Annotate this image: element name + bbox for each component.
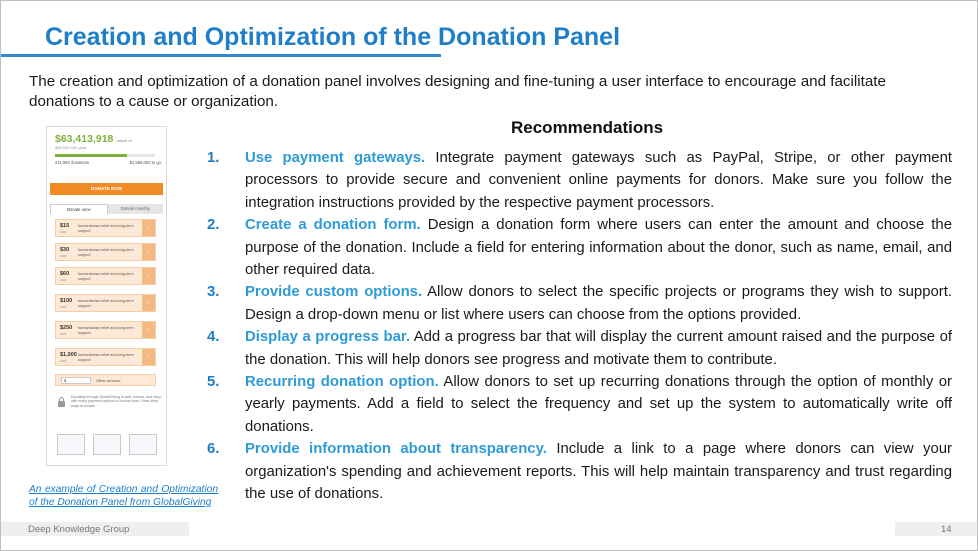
recommendation-text: Integrate payment gateways such as PayPal, Stripe, or other payment processors to provide secure and convenient online payments for donors. Make sure you follow the integration instructions provided by the respective payment processors.	[245, 150, 952, 211]
panel-amount: $63,413,918	[55, 133, 114, 145]
chevron-right-icon: ›	[142, 322, 155, 338]
recommendation-text: Add a progress bar that will display the current amount raised and the purpose of the donation. This will help donors see progress and motivate them to contribute.	[245, 329, 952, 368]
panel-amount-suffix: raised of	[116, 138, 132, 143]
recommendation-text: Allow donors to select the specific projects or programs they wish to support. Design a drop-down menu or list where users can choose from the options provided.	[245, 284, 952, 323]
recommendation-heading: Create a donation form.	[245, 217, 421, 234]
other-amount-label: Other amount	[96, 378, 121, 383]
other-amount-row[interactable]	[55, 374, 156, 386]
recommendation-heading: Display a progress bar.	[245, 329, 410, 346]
panel-stats	[55, 160, 161, 165]
chevron-right-icon: ›	[142, 295, 155, 311]
chevron-right-icon: ›	[142, 268, 155, 284]
recommendations-list	[207, 147, 952, 506]
option-description: humanitarian relief and long-term support	[78, 224, 134, 233]
recommendation-number: 6.	[207, 441, 220, 458]
footer-bar-right	[895, 522, 977, 536]
recommendation-item	[207, 147, 952, 214]
chevron-right-icon: ›	[142, 244, 155, 260]
tab-donate-once[interactable]: Donate once	[50, 204, 108, 214]
option-amount: $1,000	[60, 352, 77, 358]
donate-now-button[interactable]: DONATE NOW	[50, 183, 163, 195]
panel-progress-bar	[55, 154, 155, 157]
option-currency: USD	[60, 254, 67, 258]
option-amount: $250	[60, 325, 73, 331]
recommendation-text: Allow donors to set up recurring donations through the option of monthly or yearly payments. Add a field to select the frequency and set up the system to automatically write off donations.	[245, 374, 953, 435]
option-description: humanitarian relief and long-term support	[78, 272, 134, 281]
trust-badge-2	[93, 434, 121, 455]
option-currency: USD	[60, 230, 67, 234]
donation-option[interactable]	[55, 348, 156, 366]
trust-badge-3	[129, 434, 157, 455]
trust-badge-1	[57, 434, 85, 455]
panel-donations-count: 211,992 donations	[55, 160, 90, 165]
recommendation-number: 4.	[207, 329, 220, 346]
panel-tabs	[50, 204, 163, 214]
panel-badges	[57, 434, 157, 455]
option-amount: $30	[60, 247, 70, 253]
recommendation-number: 1.	[207, 150, 220, 166]
panel-secure-text: Donating through GlobalGiving is safe, secure, and easy with many payment options to choose from. View other ways to donate	[71, 395, 161, 408]
title-underline	[1, 54, 441, 57]
panel-amount-raised	[55, 133, 132, 145]
image-caption-link[interactable]: An example of Creation and Optimization of the Donation Panel from GlobalGiving	[29, 484, 218, 508]
footer-organization: Deep Knowledge Group	[28, 524, 130, 535]
page-number: 14	[941, 524, 952, 535]
option-description: humanitarian relief and long-term support	[78, 299, 134, 308]
option-currency: USD	[60, 278, 67, 282]
tab-donate-monthly[interactable]: Donate monthly	[108, 204, 164, 214]
recommendation-item	[207, 281, 952, 326]
option-amount: $100	[60, 298, 73, 304]
donation-option[interactable]	[55, 321, 156, 339]
option-description: humanitarian relief and long-term support	[78, 326, 134, 335]
donation-option[interactable]	[55, 267, 156, 285]
recommendation-item	[207, 214, 952, 281]
option-description: humanitarian relief and long-term support	[78, 248, 134, 257]
recommendations-title: Recommendations	[511, 118, 664, 137]
chevron-right-icon: ›	[142, 220, 155, 236]
recommendation-text: Include a link to a page where donors can view your organization's spending and achievement reports. This will help maintain transparency and trust regarding the use of donations.	[245, 441, 952, 503]
option-currency: USD	[60, 332, 67, 336]
slide-title: Creation and Optimization of the Donation Panel	[45, 23, 621, 51]
chevron-right-icon: ›	[142, 349, 155, 365]
recommendation-number: 5.	[207, 374, 220, 391]
panel-goal: $85,000,000 goal	[55, 145, 86, 150]
recommendation-text: Design a donation form where users can enter the amount and choose the purpose of the donation. Include a field for entering information about the donor, such as name, email, and other required data.	[245, 217, 952, 279]
recommendation-heading: Recurring donation option.	[245, 374, 439, 391]
option-currency: USD	[60, 359, 67, 363]
option-amount: $60	[60, 271, 70, 277]
other-amount-input[interactable]: $	[61, 377, 91, 384]
donation-option[interactable]	[55, 219, 156, 237]
panel-to-go: $1,586,082 to go	[129, 160, 161, 165]
recommendation-number: 3.	[207, 284, 220, 301]
panel-progress-fill	[55, 154, 127, 157]
recommendation-item	[207, 438, 952, 505]
recommendation-item	[207, 371, 952, 438]
lock-icon	[57, 397, 66, 407]
option-description: humanitarian relief and long-term support	[78, 353, 134, 362]
donation-panel-image	[46, 126, 167, 466]
recommendation-heading: Use payment gateways.	[245, 150, 426, 166]
option-currency: USD	[60, 305, 67, 309]
intro-paragraph: The creation and optimization of a donation panel involves designing and fine-tuning a user interface to encourage and facilitate donations to a cause or organization.	[29, 73, 886, 110]
recommendation-number: 2.	[207, 217, 220, 234]
recommendation-heading: Provide information about transparency.	[245, 441, 547, 458]
donation-option[interactable]	[55, 243, 156, 261]
option-amount: $15	[60, 223, 70, 229]
recommendation-heading: Provide custom options.	[245, 284, 423, 301]
recommendation-item	[207, 326, 952, 371]
donation-option[interactable]	[55, 294, 156, 312]
